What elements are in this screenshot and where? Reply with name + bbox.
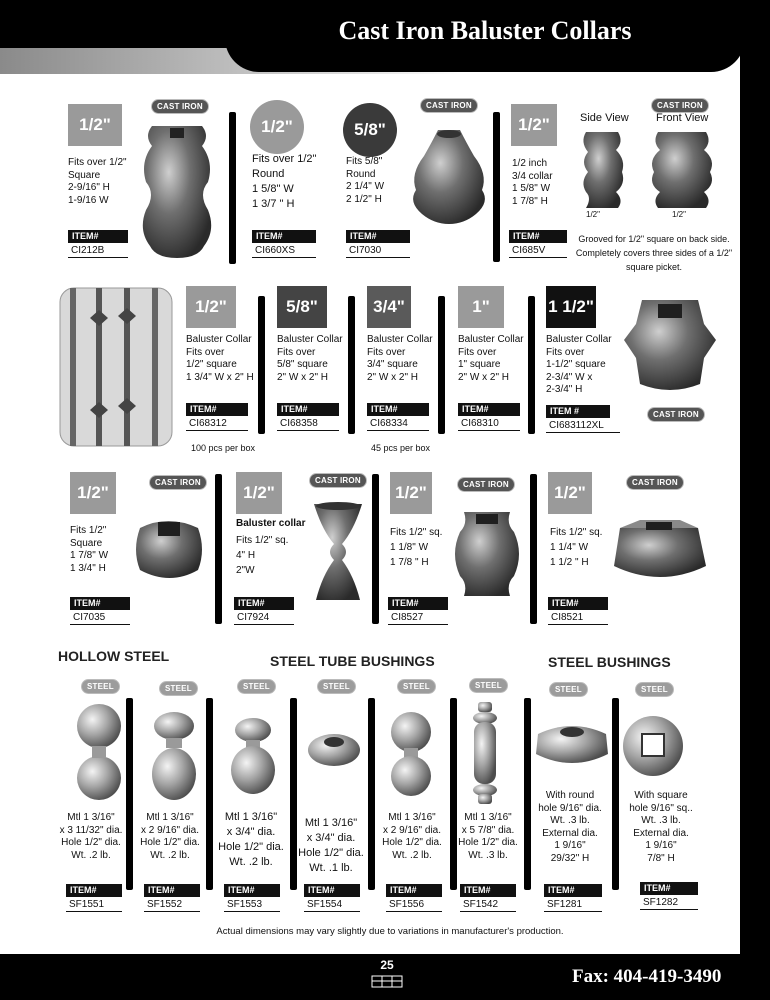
item-code-ci685v: CI685V [509,244,567,258]
steel-badge: STEEL [550,683,587,696]
bushing-sf1281-image [534,716,610,772]
item-label: ITEM# [346,230,410,243]
desc-sf1282: With square hole 9/16" sq.. Wt. .3 lb. External dia. 1 9/16" 7/8" H [629,790,693,864]
ci685v-note: Grooved for 1/2" square on back side. Completely covers three sides of a 1/2" square picket. [575,234,733,272]
item-label: ITEM# [252,230,316,243]
steel-badge: STEEL [160,682,197,695]
desc-ci683112xl: Baluster Collar Fits over 1-1/2" square 2-3/4" W x 2-3/4" H [546,334,612,395]
collar-ci685v-front-image [648,130,716,212]
desc-ci7030: Fits 5/8" Round 2 1/4" W 2 1/2" H [346,156,385,205]
cast-iron-badge: CAST IRON [648,408,704,421]
bushing-sf1542-image [468,700,502,808]
bushing-sf1552-image [150,710,198,802]
item-label: ITEM# [68,230,128,243]
page-title: Cast Iron Baluster Collars [338,16,632,45]
item-code-ci7924: CI7924 [234,611,294,625]
cast-iron-badge: CAST IRON [152,100,208,113]
cast-iron-badge: CAST IRON [310,474,366,487]
size-box-ci683112xl: 1 1/2" [546,286,596,328]
item-code-ci68310: CI68310 [458,417,520,431]
divider-bar [258,296,265,434]
desc-sf1554: Mtl 1 3/16" x 3/4" dia. Hole 1/2" dia. Wt. .1 lb. [298,817,364,874]
steel-badge: STEEL [238,680,275,693]
fence-logo-icon [372,974,402,988]
item-code-sf1556: SF1556 [386,898,442,912]
item-label: ITEM# [386,884,442,897]
item-code-sf1282: SF1282 [640,896,698,910]
collar-ci7035-image [132,514,206,586]
collar-ci685v-side-image [578,130,628,212]
item-label: ITEM# [186,403,248,416]
desc-ci68312: Baluster Collar Fits over 1/2" square 1 3/4" W x 2" H [186,334,254,383]
item-code-sf1551: SF1551 [66,898,122,912]
item-code-ci68358: CI68358 [277,417,339,431]
divider-bar [493,112,500,262]
steel-badge: STEEL [318,680,355,693]
desc-ci7035: Fits 1/2" Square 1 7/8" W 1 3/4" H [70,525,109,574]
size-circle-ci7030: 5/8" [343,103,397,157]
collar-ci212b-image [138,122,216,262]
desc-sf1553: Mtl 1 3/16" x 3/4" dia. Hole 1/2" dia. Wt. .2 lb. [218,811,284,868]
item-code-sf1542: SF1542 [460,898,516,912]
side-view-label: Side View [580,112,629,124]
desc-ci8521: Fits 1/2" sq. 1 1/4" W 1 1/2 " H [550,527,603,568]
item-code-ci212b: CI212B [68,244,128,258]
desc-ci7924: Fits 1/2" sq. 4" H 2"W [236,535,289,576]
title-ci7924: Baluster collar [236,518,306,529]
item-label: ITEM# [388,597,448,610]
divider-bar [372,474,379,624]
section-steel-bushings: STEEL BUSHINGS [548,654,671,670]
item-code-sf1554: SF1554 [304,898,360,912]
steel-badge: STEEL [470,679,507,692]
size-box-ci8521: 1/2" [548,472,592,514]
desc-ci8527: Fits 1/2" sq. 1 1/8" W 1 7/8 " H [390,527,443,568]
desc-ci660xs: Fits over 1/2" Round 1 5/8" W 1 3/7 " H [252,153,317,210]
cast-iron-badge: CAST IRON [421,99,477,112]
item-label: ITEM# [234,597,294,610]
steel-badge: STEEL [636,683,673,696]
divider-bar [438,296,445,434]
fax-number: Fax: 404-419-3490 [572,966,722,987]
item-code-ci660xs: CI660XS [252,244,316,258]
divider-bar [229,112,236,264]
item-label: ITEM# [66,884,122,897]
divider-bar [206,698,213,890]
steel-badge: STEEL [82,680,119,693]
item-code-ci8527: CI8527 [388,611,448,625]
right-edge-bar [740,0,770,1000]
cast-iron-badge: CAST IRON [627,476,683,489]
size-box-ci68310: 1" [458,286,504,328]
item-label: ITEM# [460,884,516,897]
desc-ci212b: Fits over 1/2" Square 2-9/16" H 1-9/16 W [68,157,127,206]
desc-ci685v: 1/2 inch 3/4 collar 1 5/8" W 1 7/8" H [512,158,553,207]
bushing-sf1554-image [306,730,362,770]
cast-iron-badge: CAST IRON [150,476,206,489]
size-box-ci68312: 1/2" [186,286,236,328]
divider-bar [528,296,535,434]
disclaimer: Actual dimensions may vary slightly due to variations in manufacturer's production. [216,926,564,937]
item-label: ITEM# [277,403,339,416]
collar-ci7030-image [408,126,490,226]
item-code-ci7030: CI7030 [346,244,410,258]
size-box-ci68334: 3/4" [367,286,411,328]
cast-iron-badge: CAST IRON [652,99,708,112]
desc-sf1551: Mtl 1 3/16" x 3 11/32" dia. Hole 1/2" dia. Wt. .2 lb. [59,812,123,861]
collar-ci683112xl-image [620,296,720,400]
side-dim: 1/2" [586,210,600,219]
item-code-ci683112xl: CI683112XL [546,419,620,433]
size-box-ci8527: 1/2" [390,472,432,514]
collar-ci8527-image [452,508,522,600]
collar-ci7924-image [310,500,366,606]
item-label: ITEM# [509,230,567,243]
size-box-ci7924: 1/2" [236,472,282,514]
front-view-label: Front View [656,112,709,124]
desc-ci68358: Baluster Collar Fits over 5/8" square 2" W x 2" H [277,334,343,383]
item-code-sf1553: SF1553 [224,898,280,912]
front-dim: 1/2" [672,210,686,219]
collar-ci8521-image [610,516,708,588]
size-box-ci212b: 1/2" [68,104,122,146]
item-label: ITEM# [367,403,429,416]
item-label: ITEM# [640,882,698,895]
desc-sf1281: With round hole 9/16" dia. Wt. .3 lb. External dia. 1 9/16" 29/32" H [538,790,602,864]
item-code-ci7035: CI7035 [70,611,130,625]
item-code-sf1552: SF1552 [144,898,200,912]
bushing-sf1553-image [228,716,278,796]
steel-badge: STEEL [398,680,435,693]
item-code-ci8521: CI8521 [548,611,608,625]
cast-iron-badge: CAST IRON [458,478,514,491]
box-note-100: 100 pcs per box [191,443,256,453]
desc-ci68310: Baluster Collar Fits over 1" square 2" W x 2" H [458,334,524,383]
bushing-sf1282-image [620,714,686,778]
item-label: ITEM# [144,884,200,897]
page-number: 25 [380,958,394,972]
item-code-ci68334: CI68334 [367,417,429,431]
desc-sf1542: Mtl 1 3/16" x 5 7/8" dia. Hole 1/2" dia. Wt. .3 lb. [458,812,518,861]
item-code-ci68312: CI68312 [186,417,248,431]
box-note-45: 45 pcs per box [371,443,431,453]
item-label: ITEM# [544,884,602,897]
desc-ci68334: Baluster Collar Fits over 3/4" square 2" W x 2" H [367,334,433,383]
desc-sf1556: Mtl 1 3/16" x 2 9/16" dia. Hole 1/2" dia. Wt. .2 lb. [382,812,442,861]
item-label: ITEM# [224,884,280,897]
desc-sf1552: Mtl 1 3/16" x 2 9/16" dia. Hole 1/2" dia. Wt. .2 lb. [140,812,200,861]
size-box-ci68358: 5/8" [277,286,327,328]
divider-bar [126,698,133,890]
item-label: ITEM# [304,884,360,897]
item-code-sf1281: SF1281 [544,898,602,912]
bushing-sf1556-image [388,710,434,798]
section-steel-tube-bushings: STEEL TUBE BUSHINGS [270,653,435,669]
item-label: ITEM # [546,405,610,418]
divider-bar [348,296,355,434]
installed-collars-photo [60,288,172,446]
size-circle-ci660xs: 1/2" [250,100,304,154]
divider-bar [368,698,375,890]
item-label: ITEM# [458,403,520,416]
divider-bar [215,474,222,624]
item-label: ITEM# [70,597,130,610]
size-box-ci685v: 1/2" [511,104,557,146]
size-box-ci7035: 1/2" [70,472,116,514]
divider-bar [530,474,537,624]
item-label: ITEM# [548,597,608,610]
section-hollow-steel: HOLLOW STEEL [58,648,170,664]
bushing-sf1551-image [74,702,124,802]
